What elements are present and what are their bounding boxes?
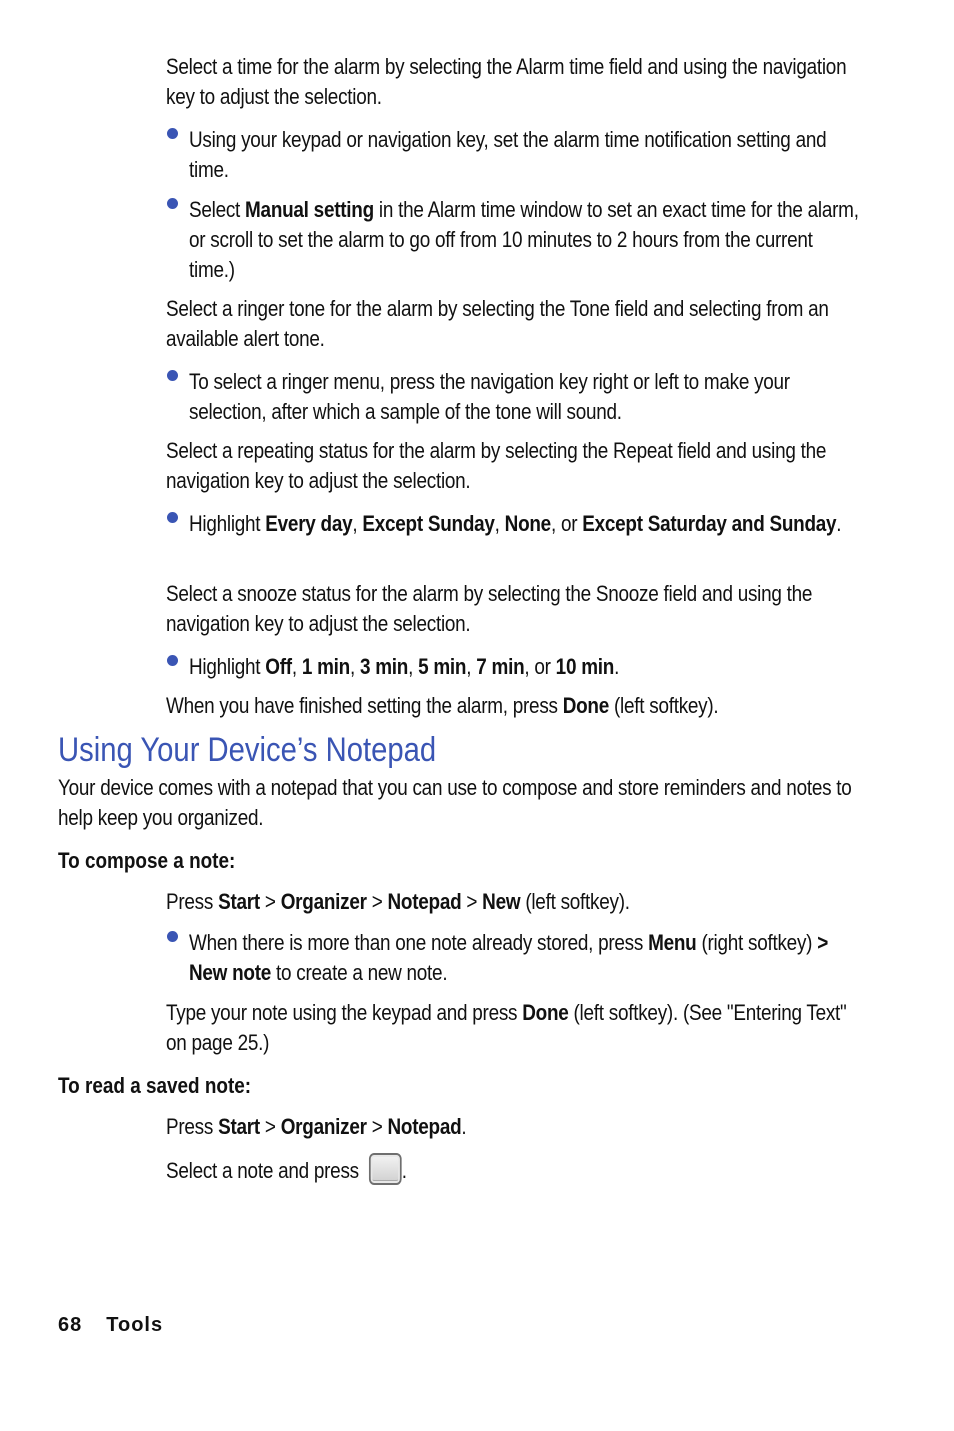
read-note-title: To read a saved note: [58, 1073, 252, 1098]
page-footer [58, 1311, 163, 1339]
chapter-name: Tools [106, 1314, 164, 1336]
compose-bullet-text: When there is more than one note already stored, press Menu (right softkey) > New note to create a new note. [189, 930, 828, 985]
bullet-icon [167, 198, 178, 209]
alarm-time-paragraph: Select a time for the alarm by selecting the Alarm time field and using the navigation key to adjust the selection. [166, 54, 847, 109]
finished-paragraph: When you have finished setting the alarm, press Done (left softkey). [166, 693, 719, 718]
snooze-paragraph: Select a snooze status for the alarm by selecting the Snooze field and using the navigation key to adjust the selection. [166, 581, 813, 636]
section-heading: Using Your Device’s Notepad [58, 731, 437, 769]
ringer-bullet-text: To select a ringer menu, press the navigation key right or left to make your selection, after which a sample of the tone will sound. [189, 369, 790, 424]
page-number: 68 [58, 1314, 83, 1336]
repeat-bullet-text: Highlight Every day, Except Sunday, None, or Except Saturday and Sunday. [189, 511, 842, 536]
repeat-paragraph: Select a repeating status for the alarm by selecting the Repeat field and using the navigation key to adjust the selection. [166, 438, 827, 493]
ringer-paragraph: Select a ringer tone for the alarm by selecting the Tone field and selecting from an available alert tone. [166, 296, 829, 351]
bullet-icon [167, 931, 178, 942]
bullet-icon [167, 128, 178, 139]
bullet-icon [167, 370, 178, 381]
notepad-intro: Your device comes with a notepad that you can use to compose and store reminders and notes to help keep you organized. [58, 775, 852, 830]
compose-note-title: To compose a note: [58, 848, 236, 873]
manual-setting-bullet-text: Select Manual setting in the Alarm time window to set an exact time for the alarm, or scroll to set the alarm to go off from 10 minutes to 2 hours from the current time.) [189, 197, 859, 282]
snooze-bullet-text: Highlight Off, 1 min, 3 min, 5 min, 7 min, or 10 min. [189, 654, 620, 679]
type-note-paragraph: Type your note using the keypad and press Done (left softkey). (See "Entering Text" on page 25.) [166, 1000, 847, 1055]
ok-key-icon [369, 1153, 402, 1185]
bullet-icon [167, 512, 178, 523]
keypad-bullet-text: Using your keypad or navigation key, set the alarm time notification setting and time. [189, 127, 827, 182]
compose-step: Press Start > Organizer > Notepad > New (left softkey). [166, 889, 630, 914]
bullet-icon [167, 655, 178, 666]
read-step: Press Start > Organizer > Notepad. [166, 1114, 467, 1139]
select-note-paragraph: Select a note and press . [166, 1153, 859, 1186]
